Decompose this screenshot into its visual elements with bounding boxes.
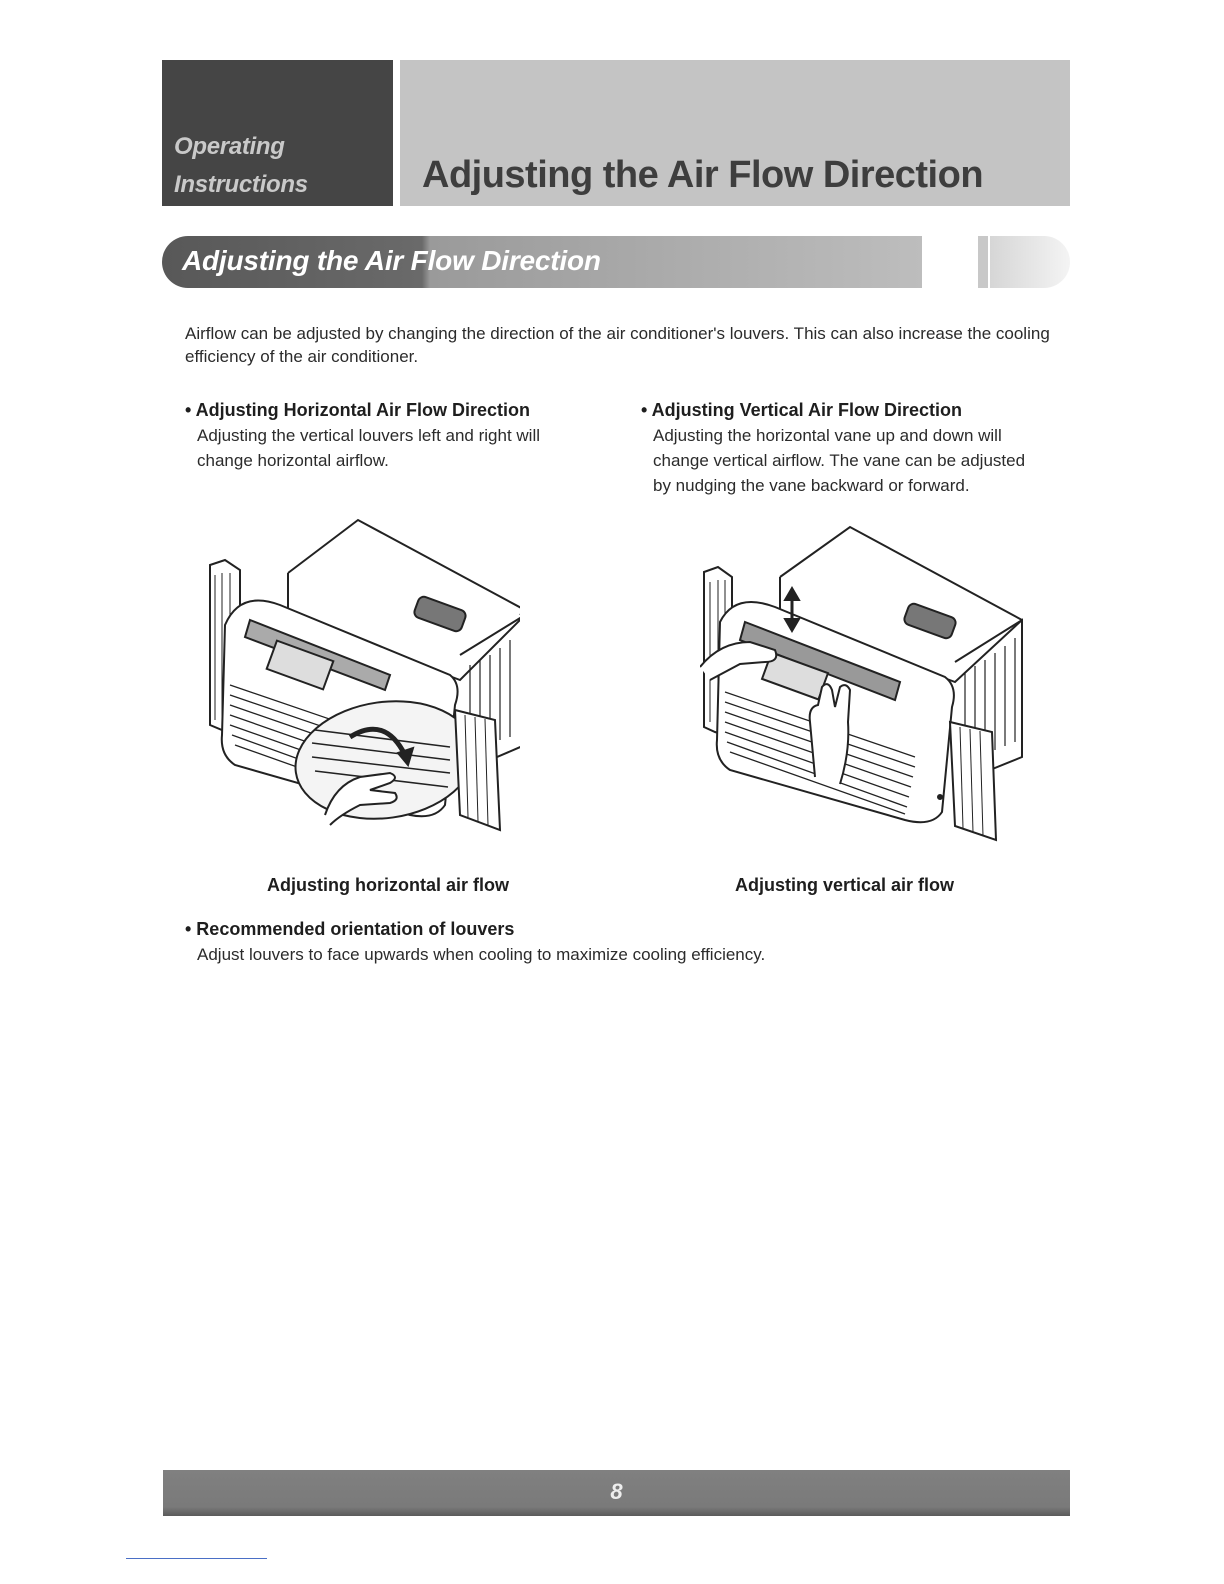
section-title: Adjusting the Air Flow Direction — [182, 245, 601, 276]
header-section-label — [174, 128, 308, 204]
vertical-figure-caption: Adjusting vertical air flow — [735, 875, 955, 895]
air-conditioner-vertical-vane-illustration — [700, 522, 1025, 842]
intro-paragraph: Airflow can be adjusted by changing the direction of the air conditioner's louvers. This can also increase the cooling efficiency of the air conditioner. — [185, 324, 1050, 366]
horizontal-description — [185, 423, 615, 473]
recommended-text: Adjust louvers to face upwards when cooling to maximize cooling efficiency. — [197, 945, 766, 964]
section-bar-tab-decoration — [990, 236, 1070, 288]
horizontal-heading: • Adjusting Horizontal Air Flow Direction — [185, 400, 530, 420]
vertical-description — [641, 423, 1071, 498]
recommended-heading: • Recommended orientation of louvers — [185, 919, 515, 939]
horizontal-desc-line2: change horizontal airflow. — [197, 451, 389, 470]
vertical-desc-line2: change vertical airflow. The vane can be adjusted — [653, 451, 1026, 470]
header-section-line2: Instructions — [174, 171, 308, 198]
footer-bar — [163, 1470, 1070, 1516]
horizontal-airflow-block — [185, 400, 615, 473]
section-title-bar — [162, 236, 922, 288]
header-section-line1: Operating — [174, 133, 285, 160]
vertical-airflow-block — [641, 400, 1071, 498]
vertical-desc-line3: by nudging the vane backward or forward. — [653, 476, 970, 495]
vertical-heading: • Adjusting Vertical Air Flow Direction — [641, 400, 963, 420]
section-bar-decoration — [978, 236, 988, 288]
recommended-orientation-block — [185, 919, 1065, 967]
header-title-block — [400, 60, 1070, 206]
vertical-desc-line1: Adjusting the horizontal vane up and down will — [653, 426, 1002, 445]
horizontal-figure-caption: Adjusting horizontal air flow — [267, 875, 509, 895]
header-section-block — [162, 60, 393, 206]
page-title: Adjusting the Air Flow Direction — [422, 154, 984, 196]
footer-link-underline — [126, 1558, 267, 1559]
horizontal-desc-line1: Adjusting the vertical louvers left and right will — [197, 426, 540, 445]
page-number: 8 — [610, 1479, 623, 1504]
air-conditioner-horizontal-louver-illustration — [200, 515, 520, 835]
